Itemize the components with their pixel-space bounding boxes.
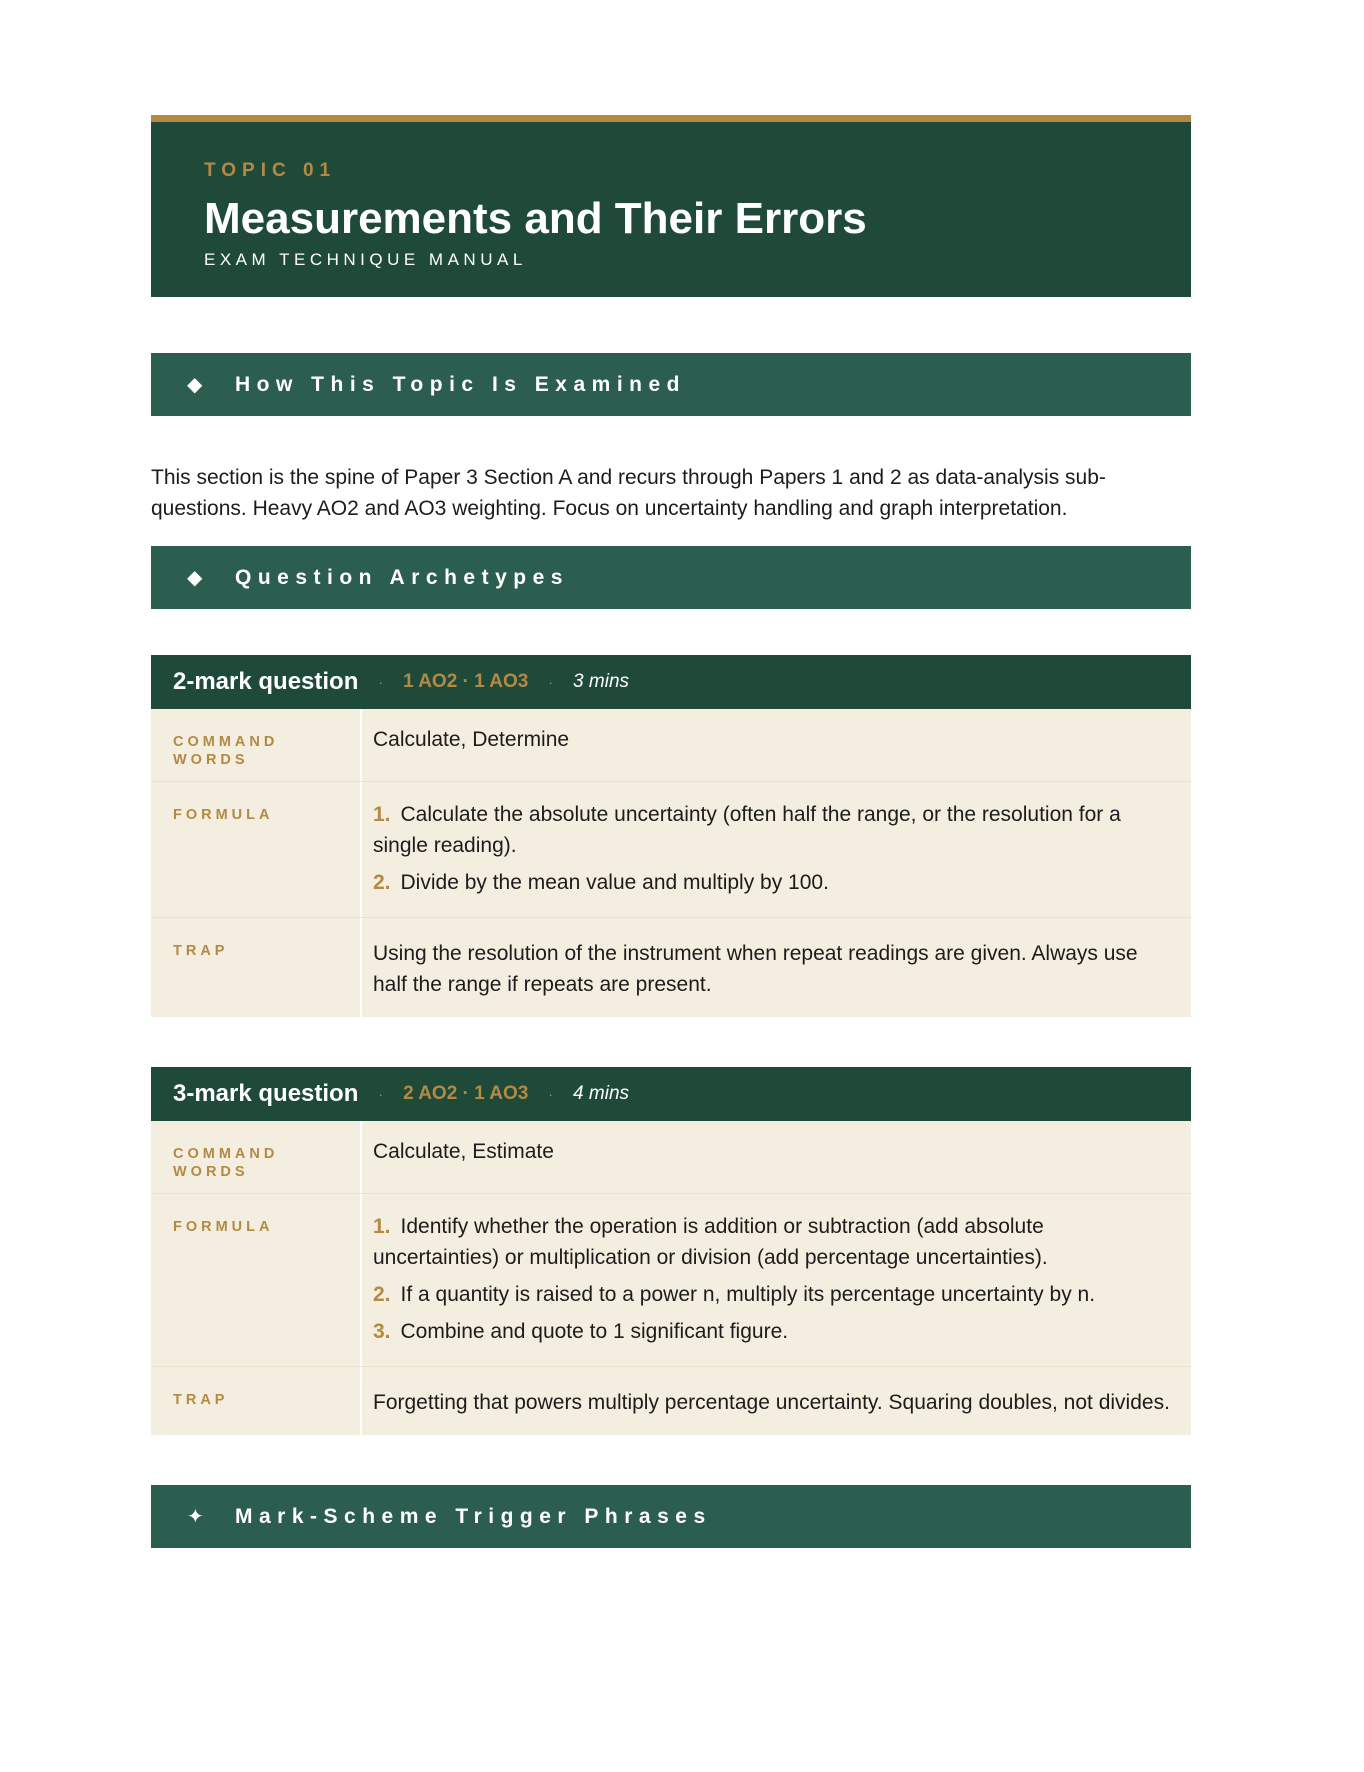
section-header-triggers: [151, 1485, 1191, 1548]
sparkle-icon: ✦: [187, 1506, 204, 1528]
section-title: Question Archetypes: [235, 565, 569, 589]
diamond-icon: ◆: [187, 374, 203, 396]
separator: ·: [378, 674, 384, 690]
formula-row: [151, 1193, 1191, 1366]
trap-row: [151, 1366, 1191, 1435]
question-card: [151, 655, 1191, 1017]
row-label: COMMAND WORDS: [151, 709, 362, 781]
step-number: 3.: [373, 1320, 391, 1343]
step-number: 1.: [373, 803, 391, 826]
command-words-value: Calculate, Determine: [373, 728, 570, 751]
row-label: TRAP: [151, 918, 362, 1017]
command-words-row: [151, 709, 1191, 781]
step-text: Divide by the mean value and multiply by 100.: [400, 871, 829, 894]
trap-value: Forgetting that powers multiply percentage uncertainty. Squaring doubles, not divides.: [373, 1391, 1170, 1414]
intro-paragraph: This section is the spine of Paper 3 Section A and recurs through Papers 1 and 2 as data-analysis sub-questions. Heavy AO2 and AO3 weighting. Focus on uncertainty handling and graph interpretation.: [151, 466, 1106, 520]
formula-step: [373, 799, 1171, 861]
topic-label: TOPIC 01: [204, 160, 337, 181]
row-label: FORMULA: [151, 1194, 362, 1366]
question-type: 3-mark question: [173, 1080, 359, 1107]
step-number: 2.: [373, 1283, 391, 1306]
ao-weighting: 1 AO2 · 1 AO3: [403, 671, 529, 692]
separator: ·: [548, 674, 554, 690]
formula-steps: [373, 1211, 1171, 1347]
step-number: 2.: [373, 871, 391, 894]
topic-header: [151, 115, 1191, 297]
time-estimate: 3 mins: [573, 671, 630, 692]
trap-value: Using the resolution of the instrument when repeat readings are given. Always use half the range if repeats are present.: [373, 942, 1138, 996]
formula-step: [373, 1211, 1171, 1273]
step-number: 1.: [373, 1215, 391, 1238]
diamond-icon: ◆: [187, 567, 203, 589]
page-subtitle: EXAM TECHNIQUE MANUAL: [204, 250, 527, 269]
formula-row: [151, 781, 1191, 917]
trap-row: [151, 917, 1191, 1017]
question-card-header: [151, 1067, 1191, 1121]
formula-step: [373, 867, 1171, 898]
formula-steps: [373, 799, 1171, 898]
section-title: How This Topic Is Examined: [235, 372, 686, 396]
question-card: [151, 1067, 1191, 1435]
time-estimate: 4 mins: [573, 1083, 630, 1104]
section-header-examined: [151, 353, 1191, 416]
question-card-header: [151, 655, 1191, 709]
command-words-row: [151, 1121, 1191, 1193]
row-label: COMMAND WORDS: [151, 1121, 362, 1193]
separator: ·: [378, 1086, 384, 1102]
ao-weighting: 2 AO2 · 1 AO3: [403, 1083, 529, 1104]
step-text: Combine and quote to 1 significant figure.: [400, 1320, 789, 1343]
formula-step: [373, 1316, 1171, 1347]
formula-step: [373, 1279, 1171, 1310]
separator: ·: [548, 1086, 554, 1102]
row-label: TRAP: [151, 1367, 362, 1435]
step-text: Calculate the absolute uncertainty (often half the range, or the resolution for a single reading).: [373, 803, 1121, 857]
section-title: Mark-Scheme Trigger Phrases: [235, 1504, 712, 1528]
question-type: 2-mark question: [173, 668, 359, 695]
command-words-value: Calculate, Estimate: [373, 1140, 554, 1163]
page-title: Measurements and Their Errors: [204, 194, 867, 243]
row-label: FORMULA: [151, 782, 362, 917]
section-header-archetypes: [151, 546, 1191, 609]
step-text: If a quantity is raised to a power n, multiply its percentage uncertainty by n.: [400, 1283, 1096, 1306]
step-text: Identify whether the operation is addition or subtraction (add absolute uncertainties) or multiplication or division (add percentage uncertainties).: [373, 1215, 1048, 1269]
page: [151, 115, 1191, 1548]
